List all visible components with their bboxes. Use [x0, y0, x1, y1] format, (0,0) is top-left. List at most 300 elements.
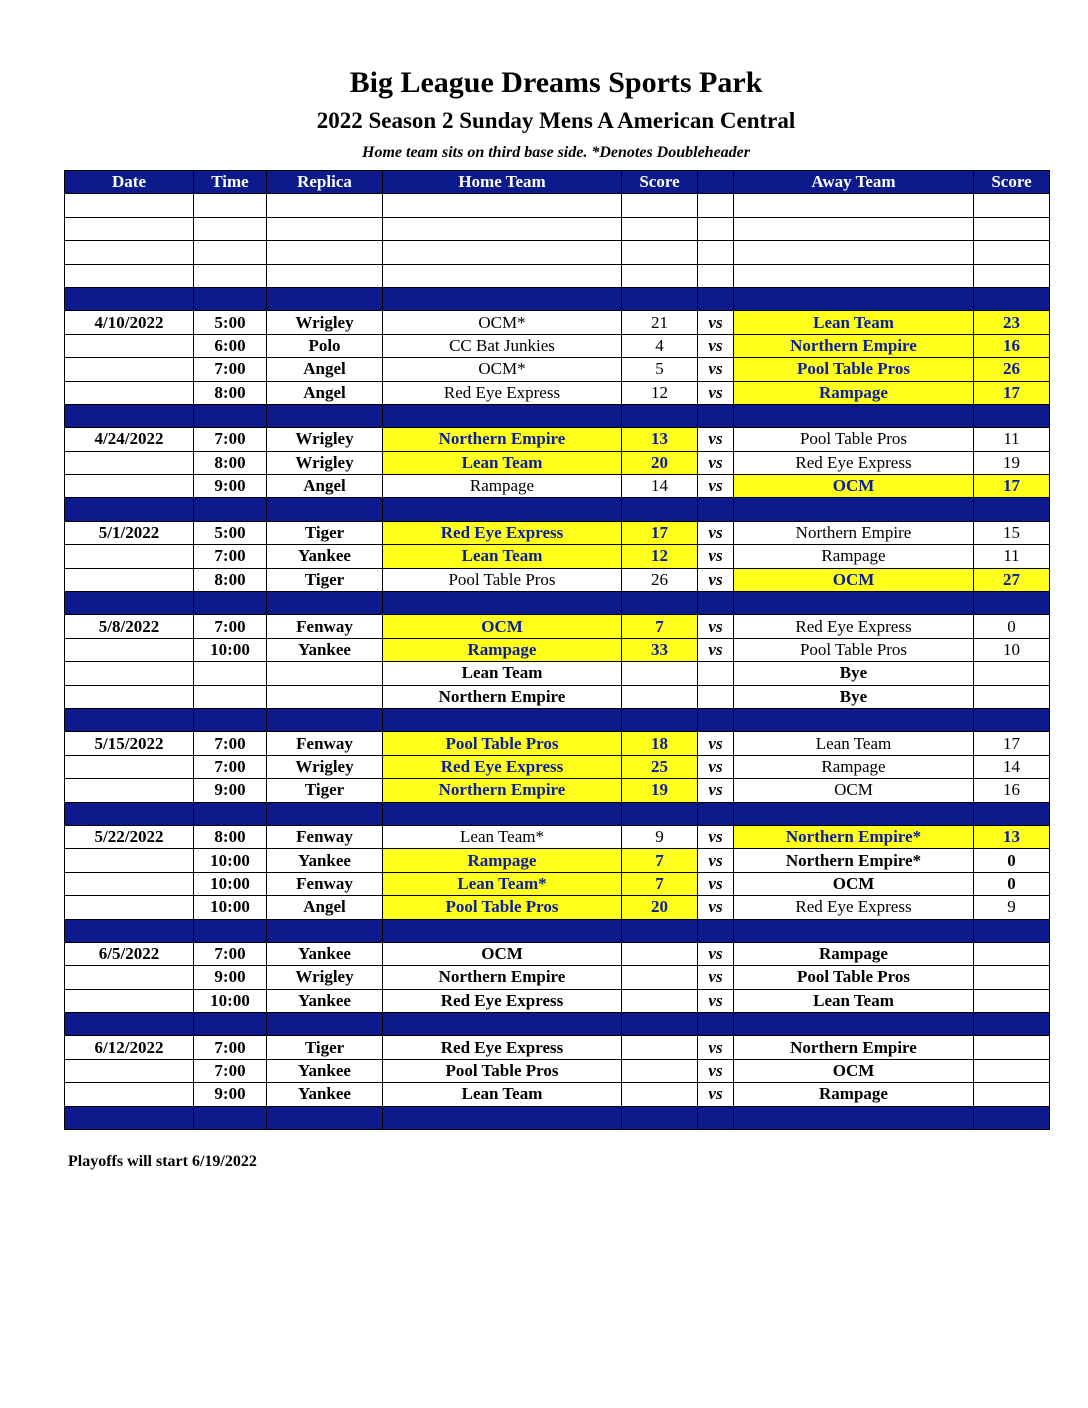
- cell-vs: vs: [698, 1083, 734, 1106]
- cell-home-score: 20: [622, 896, 698, 919]
- cell-away-score: 16: [974, 779, 1050, 802]
- separator-cell: [698, 1106, 734, 1129]
- cell-home-score: 17: [622, 521, 698, 544]
- table-row: [65, 755, 1050, 778]
- blank-row: [65, 241, 1050, 264]
- cell-date: 5/15/2022: [65, 732, 194, 755]
- cell-away-team: OCM: [734, 475, 974, 498]
- cell-time: 7:00: [194, 755, 267, 778]
- cell-vs: vs: [698, 451, 734, 474]
- cell-replica: Yankee: [267, 849, 383, 872]
- table-row: [65, 615, 1050, 638]
- separator-cell: [974, 708, 1050, 731]
- separator-cell: [194, 802, 267, 825]
- cell-replica: Yankee: [267, 942, 383, 965]
- blank-cell: [974, 194, 1050, 217]
- separator-cell: [734, 802, 974, 825]
- cell-away-score: 26: [974, 358, 1050, 381]
- separator-cell: [267, 404, 383, 427]
- table-row: [65, 311, 1050, 334]
- cell-replica: Tiger: [267, 568, 383, 591]
- cell-time: 7:00: [194, 545, 267, 568]
- cell-away-score: [974, 685, 1050, 708]
- cell-replica: Wrigley: [267, 451, 383, 474]
- cell-home-score: 7: [622, 872, 698, 895]
- separator-cell: [194, 708, 267, 731]
- blank-cell: [698, 194, 734, 217]
- cell-replica: Angel: [267, 475, 383, 498]
- cell-vs: vs: [698, 545, 734, 568]
- cell-home-team: OCM*: [383, 311, 622, 334]
- schedule-body: [65, 194, 1050, 1130]
- cell-time: 8:00: [194, 825, 267, 848]
- cell-away-score: 17: [974, 732, 1050, 755]
- cell-away-score: [974, 989, 1050, 1012]
- table-row: [65, 872, 1050, 895]
- cell-home-score: 20: [622, 451, 698, 474]
- cell-vs: vs: [698, 568, 734, 591]
- cell-away-score: 9: [974, 896, 1050, 919]
- cell-time: [194, 662, 267, 685]
- cell-home-team: Northern Empire: [383, 428, 622, 451]
- blank-row: [65, 264, 1050, 287]
- table-row: [65, 334, 1050, 357]
- cell-home-team: Lean Team: [383, 545, 622, 568]
- separator-cell: [622, 708, 698, 731]
- cell-time: 7:00: [194, 732, 267, 755]
- cell-away-score: 15: [974, 521, 1050, 544]
- cell-home-score: [622, 662, 698, 685]
- cell-vs: vs: [698, 966, 734, 989]
- cell-vs: vs: [698, 334, 734, 357]
- separator-cell: [383, 404, 622, 427]
- playoffs-note: Playoffs will start 6/19/2022: [68, 1153, 257, 1170]
- separator-cell: [622, 592, 698, 615]
- cell-away-score: 27: [974, 568, 1050, 591]
- cell-away-score: 17: [974, 381, 1050, 404]
- cell-home-team: Northern Empire: [383, 685, 622, 708]
- cell-replica: Fenway: [267, 872, 383, 895]
- separator-cell: [383, 708, 622, 731]
- separator-cell: [734, 498, 974, 521]
- cell-vs: vs: [698, 1059, 734, 1082]
- table-row: [65, 662, 1050, 685]
- cell-away-team: Pool Table Pros: [734, 638, 974, 661]
- separator-cell: [65, 498, 194, 521]
- blank-cell: [698, 217, 734, 240]
- col-header-replica: Replica: [267, 171, 383, 194]
- cell-away-team: OCM: [734, 1059, 974, 1082]
- blank-cell: [65, 194, 194, 217]
- separator-row: [65, 708, 1050, 731]
- cell-date: [65, 334, 194, 357]
- cell-away-score: 10: [974, 638, 1050, 661]
- cell-home-team: Lean Team*: [383, 825, 622, 848]
- col-header-vs: [698, 171, 734, 194]
- separator-cell: [734, 1106, 974, 1129]
- separator-cell: [383, 592, 622, 615]
- cell-date: [65, 475, 194, 498]
- separator-cell: [194, 1013, 267, 1036]
- cell-away-score: [974, 1036, 1050, 1059]
- cell-vs: vs: [698, 779, 734, 802]
- separator-cell: [622, 919, 698, 942]
- separator-cell: [698, 592, 734, 615]
- cell-vs: vs: [698, 849, 734, 872]
- cell-away-score: 16: [974, 334, 1050, 357]
- cell-home-team: Northern Empire: [383, 779, 622, 802]
- cell-date: [65, 989, 194, 1012]
- cell-vs: vs: [698, 311, 734, 334]
- cell-vs: vs: [698, 428, 734, 451]
- cell-vs: vs: [698, 638, 734, 661]
- cell-date: [65, 662, 194, 685]
- separator-row: [65, 1106, 1050, 1129]
- table-row: [65, 896, 1050, 919]
- cell-time: 7:00: [194, 1059, 267, 1082]
- cell-home-team: Red Eye Express: [383, 989, 622, 1012]
- cell-vs: vs: [698, 896, 734, 919]
- cell-time: 9:00: [194, 1083, 267, 1106]
- blank-cell: [194, 217, 267, 240]
- cell-vs: vs: [698, 381, 734, 404]
- page-title: Big League Dreams Sports Park: [349, 66, 763, 99]
- separator-cell: [267, 708, 383, 731]
- cell-time: 9:00: [194, 779, 267, 802]
- cell-home-score: 19: [622, 779, 698, 802]
- cell-home-team: Lean Team: [383, 451, 622, 474]
- cell-date: [65, 358, 194, 381]
- col-header-away-team: Away Team: [734, 171, 974, 194]
- separator-row: [65, 802, 1050, 825]
- cell-time: 8:00: [194, 568, 267, 591]
- cell-time: 10:00: [194, 872, 267, 895]
- schedule-table: [64, 170, 1050, 1130]
- cell-away-score: 13: [974, 825, 1050, 848]
- cell-replica: Fenway: [267, 615, 383, 638]
- cell-time: 7:00: [194, 1036, 267, 1059]
- separator-cell: [65, 1106, 194, 1129]
- cell-away-score: 0: [974, 872, 1050, 895]
- cell-away-team: Bye: [734, 662, 974, 685]
- cell-time: 10:00: [194, 638, 267, 661]
- blank-cell: [194, 194, 267, 217]
- table-row: [65, 825, 1050, 848]
- separator-cell: [65, 1013, 194, 1036]
- cell-replica: Wrigley: [267, 755, 383, 778]
- cell-date: [65, 451, 194, 474]
- cell-vs: vs: [698, 825, 734, 848]
- cell-vs: vs: [698, 1036, 734, 1059]
- cell-date: [65, 966, 194, 989]
- table-row: [65, 849, 1050, 872]
- separator-cell: [267, 498, 383, 521]
- cell-vs: vs: [698, 732, 734, 755]
- cell-away-team: Red Eye Express: [734, 896, 974, 919]
- blank-cell: [698, 241, 734, 264]
- cell-replica: Tiger: [267, 1036, 383, 1059]
- separator-row: [65, 498, 1050, 521]
- cell-time: 9:00: [194, 475, 267, 498]
- separator-cell: [267, 1106, 383, 1129]
- separator-cell: [267, 287, 383, 310]
- separator-row: [65, 287, 1050, 310]
- separator-cell: [65, 802, 194, 825]
- cell-date: 4/24/2022: [65, 428, 194, 451]
- separator-cell: [267, 1013, 383, 1036]
- separator-cell: [734, 287, 974, 310]
- cell-home-team: Lean Team: [383, 662, 622, 685]
- separator-cell: [734, 592, 974, 615]
- separator-row: [65, 919, 1050, 942]
- cell-away-score: 11: [974, 428, 1050, 451]
- blank-cell: [734, 194, 974, 217]
- separator-cell: [974, 802, 1050, 825]
- table-row: [65, 381, 1050, 404]
- cell-replica: Polo: [267, 334, 383, 357]
- cell-time: 8:00: [194, 451, 267, 474]
- cell-away-score: 11: [974, 545, 1050, 568]
- separator-cell: [698, 498, 734, 521]
- schedule-note: Home team sits on third base side. *Denotes Doubleheader: [362, 144, 750, 161]
- table-row: [65, 545, 1050, 568]
- cell-home-team: Red Eye Express: [383, 381, 622, 404]
- cell-home-team: OCM: [383, 942, 622, 965]
- separator-cell: [194, 404, 267, 427]
- cell-time: 9:00: [194, 966, 267, 989]
- separator-cell: [974, 404, 1050, 427]
- cell-replica: Yankee: [267, 545, 383, 568]
- cell-replica: Angel: [267, 358, 383, 381]
- cell-away-team: Northern Empire*: [734, 825, 974, 848]
- cell-away-team: Rampage: [734, 545, 974, 568]
- separator-cell: [974, 1013, 1050, 1036]
- cell-vs: vs: [698, 872, 734, 895]
- separator-cell: [734, 404, 974, 427]
- blank-row: [65, 194, 1050, 217]
- cell-away-team: Red Eye Express: [734, 451, 974, 474]
- cell-home-score: 12: [622, 545, 698, 568]
- cell-vs: vs: [698, 521, 734, 544]
- separator-cell: [267, 919, 383, 942]
- col-header-time: Time: [194, 171, 267, 194]
- cell-away-team: Northern Empire: [734, 1036, 974, 1059]
- blank-cell: [65, 241, 194, 264]
- separator-cell: [194, 287, 267, 310]
- separator-cell: [698, 802, 734, 825]
- cell-date: 5/1/2022: [65, 521, 194, 544]
- cell-date: [65, 545, 194, 568]
- cell-away-score: 14: [974, 755, 1050, 778]
- separator-cell: [734, 1013, 974, 1036]
- cell-date: 4/10/2022: [65, 311, 194, 334]
- cell-replica: Tiger: [267, 779, 383, 802]
- blank-cell: [974, 264, 1050, 287]
- cell-vs: vs: [698, 942, 734, 965]
- cell-time: 5:00: [194, 311, 267, 334]
- cell-home-score: 26: [622, 568, 698, 591]
- cell-replica: Wrigley: [267, 311, 383, 334]
- table-row: [65, 521, 1050, 544]
- cell-time: 10:00: [194, 989, 267, 1012]
- cell-replica: Angel: [267, 896, 383, 919]
- cell-home-team: OCM*: [383, 358, 622, 381]
- cell-home-team: Northern Empire: [383, 966, 622, 989]
- cell-home-score: 4: [622, 334, 698, 357]
- separator-cell: [622, 1106, 698, 1129]
- table-row: [65, 1083, 1050, 1106]
- cell-home-score: 14: [622, 475, 698, 498]
- cell-away-team: Rampage: [734, 755, 974, 778]
- cell-date: [65, 896, 194, 919]
- cell-replica: [267, 662, 383, 685]
- separator-cell: [974, 592, 1050, 615]
- separator-cell: [622, 404, 698, 427]
- col-header-home-score: Score: [622, 171, 698, 194]
- cell-home-team: Red Eye Express: [383, 1036, 622, 1059]
- cell-home-team: Pool Table Pros: [383, 1059, 622, 1082]
- cell-time: 5:00: [194, 521, 267, 544]
- blank-cell: [65, 217, 194, 240]
- cell-replica: [267, 685, 383, 708]
- separator-cell: [383, 498, 622, 521]
- separator-cell: [734, 708, 974, 731]
- separator-cell: [383, 919, 622, 942]
- table-row: [65, 732, 1050, 755]
- cell-home-score: 7: [622, 849, 698, 872]
- table-row: [65, 966, 1050, 989]
- col-header-date: Date: [65, 171, 194, 194]
- cell-date: [65, 1083, 194, 1106]
- cell-away-score: 17: [974, 475, 1050, 498]
- cell-time: 7:00: [194, 358, 267, 381]
- separator-cell: [622, 287, 698, 310]
- blank-cell: [622, 217, 698, 240]
- cell-vs: [698, 662, 734, 685]
- cell-time: 6:00: [194, 334, 267, 357]
- table-row: [65, 638, 1050, 661]
- cell-date: [65, 568, 194, 591]
- separator-row: [65, 404, 1050, 427]
- cell-away-team: OCM: [734, 779, 974, 802]
- blank-cell: [974, 241, 1050, 264]
- separator-row: [65, 592, 1050, 615]
- separator-cell: [622, 498, 698, 521]
- cell-home-score: 33: [622, 638, 698, 661]
- cell-home-score: 12: [622, 381, 698, 404]
- cell-home-team: Pool Table Pros: [383, 732, 622, 755]
- blank-cell: [734, 241, 974, 264]
- separator-cell: [734, 919, 974, 942]
- cell-home-team: OCM: [383, 615, 622, 638]
- separator-cell: [194, 498, 267, 521]
- separator-cell: [698, 404, 734, 427]
- separator-cell: [974, 498, 1050, 521]
- table-row: [65, 428, 1050, 451]
- cell-away-team: Northern Empire*: [734, 849, 974, 872]
- separator-cell: [65, 592, 194, 615]
- separator-cell: [65, 919, 194, 942]
- table-row: [65, 989, 1050, 1012]
- cell-home-score: [622, 1083, 698, 1106]
- cell-away-score: [974, 662, 1050, 685]
- cell-home-score: 7: [622, 615, 698, 638]
- cell-away-score: 0: [974, 849, 1050, 872]
- cell-away-score: [974, 966, 1050, 989]
- table-row: [65, 685, 1050, 708]
- cell-time: 7:00: [194, 942, 267, 965]
- separator-cell: [267, 802, 383, 825]
- cell-away-team: Northern Empire: [734, 334, 974, 357]
- cell-date: 6/5/2022: [65, 942, 194, 965]
- col-header-away-score: Score: [974, 171, 1050, 194]
- blank-cell: [267, 264, 383, 287]
- cell-vs: [698, 685, 734, 708]
- cell-away-team: Pool Table Pros: [734, 428, 974, 451]
- cell-date: 6/12/2022: [65, 1036, 194, 1059]
- cell-away-team: Lean Team: [734, 311, 974, 334]
- blank-cell: [622, 194, 698, 217]
- blank-cell: [267, 194, 383, 217]
- separator-cell: [698, 287, 734, 310]
- blank-cell: [65, 264, 194, 287]
- cell-date: 5/8/2022: [65, 615, 194, 638]
- cell-home-team: Red Eye Express: [383, 521, 622, 544]
- table-row: [65, 1059, 1050, 1082]
- cell-home-team: Pool Table Pros: [383, 896, 622, 919]
- cell-vs: vs: [698, 475, 734, 498]
- cell-away-team: Rampage: [734, 1083, 974, 1106]
- cell-away-team: Pool Table Pros: [734, 358, 974, 381]
- separator-cell: [383, 1013, 622, 1036]
- cell-replica: Angel: [267, 381, 383, 404]
- blank-cell: [734, 217, 974, 240]
- blank-cell: [622, 264, 698, 287]
- separator-cell: [698, 708, 734, 731]
- separator-cell: [65, 708, 194, 731]
- separator-cell: [267, 592, 383, 615]
- cell-time: 10:00: [194, 849, 267, 872]
- cell-home-score: 9: [622, 825, 698, 848]
- table-row: [65, 568, 1050, 591]
- cell-date: [65, 779, 194, 802]
- blank-cell: [194, 241, 267, 264]
- separator-cell: [974, 287, 1050, 310]
- separator-cell: [65, 287, 194, 310]
- separator-cell: [194, 919, 267, 942]
- cell-replica: Yankee: [267, 1083, 383, 1106]
- cell-vs: vs: [698, 755, 734, 778]
- cell-vs: vs: [698, 615, 734, 638]
- cell-home-score: 5: [622, 358, 698, 381]
- cell-vs: vs: [698, 989, 734, 1012]
- blank-cell: [267, 241, 383, 264]
- separator-cell: [622, 1013, 698, 1036]
- cell-away-score: [974, 1083, 1050, 1106]
- cell-date: 5/22/2022: [65, 825, 194, 848]
- blank-cell: [194, 264, 267, 287]
- cell-home-score: [622, 1059, 698, 1082]
- table-row: [65, 779, 1050, 802]
- cell-away-score: 0: [974, 615, 1050, 638]
- cell-date: [65, 755, 194, 778]
- table-header-row: [65, 171, 1050, 194]
- cell-home-score: [622, 942, 698, 965]
- cell-replica: Fenway: [267, 825, 383, 848]
- blank-cell: [383, 194, 622, 217]
- cell-home-team: Lean Team: [383, 1083, 622, 1106]
- separator-cell: [383, 287, 622, 310]
